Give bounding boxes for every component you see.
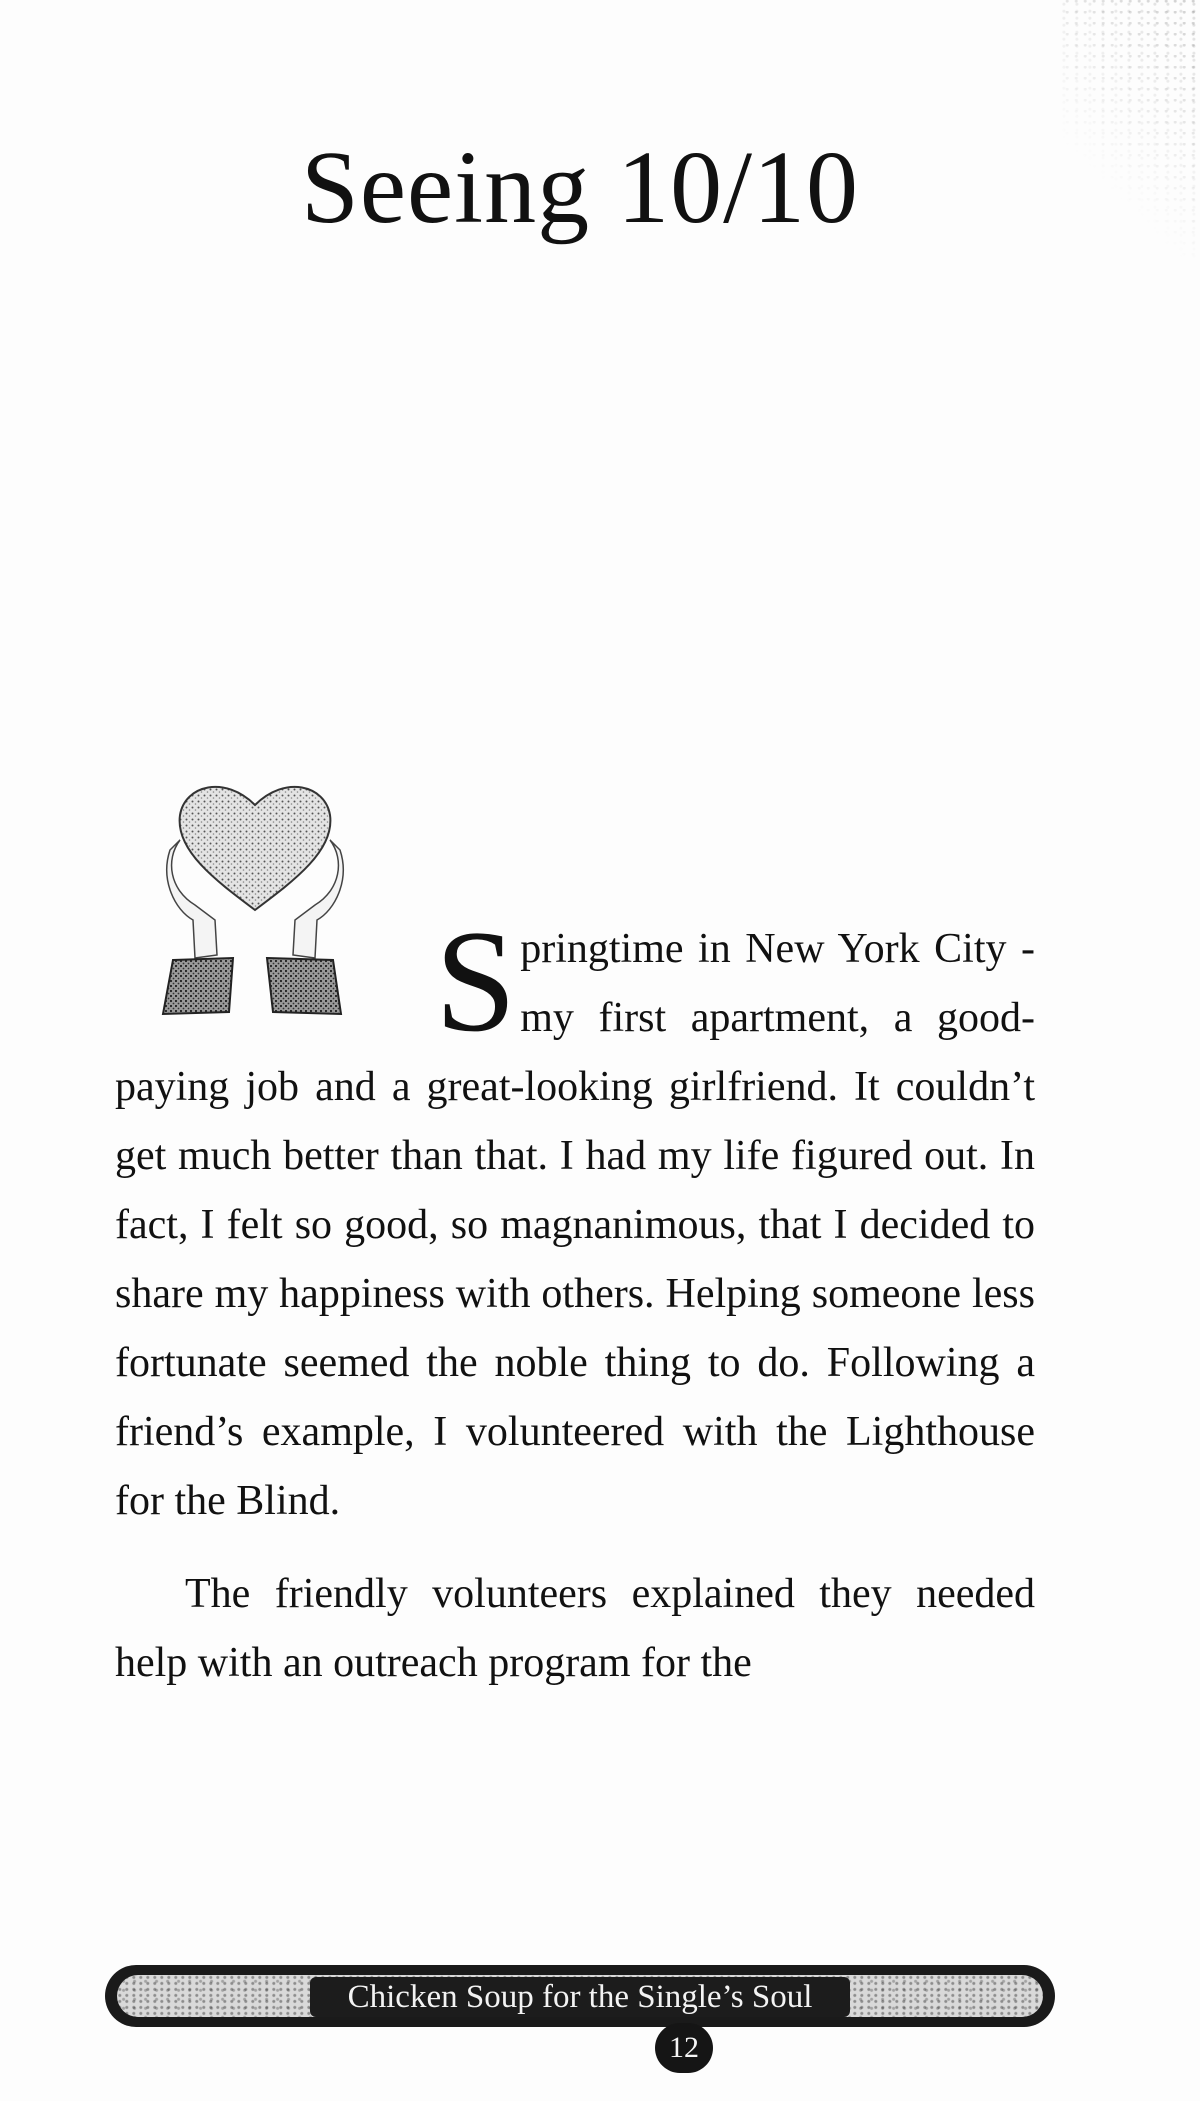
page-footer [105, 1965, 1055, 2085]
story-paragraph-1 [115, 900, 1035, 1536]
page-number: 12 [655, 2023, 713, 2073]
drop-cap: S [435, 900, 517, 1062]
story-paragraph-2: The friendly volunteers explained they needed help with an outreach program for the [115, 1571, 1035, 1686]
story-paragraph-1-rest: a good-paying job and a great-looking girlfriend. It couldn’t get much better than that. I had my life figured out. In fact, I felt so good, so magnanimous, that I decided to share my happiness with others. Helping someone less fortunate seemed the noble thing to do. Following a friend’s example, I volunteered with the Lighthouse for the Blind. [115, 995, 1035, 1524]
running-footer-title: Chicken Soup for the Single’s Soul [310, 1977, 850, 2017]
story-paragraph-1-lead: pringtime in New York City - my first apartment, [520, 926, 1035, 1041]
page-title: Seeing 10/10 [301, 130, 859, 245]
story-text [115, 900, 1035, 1698]
